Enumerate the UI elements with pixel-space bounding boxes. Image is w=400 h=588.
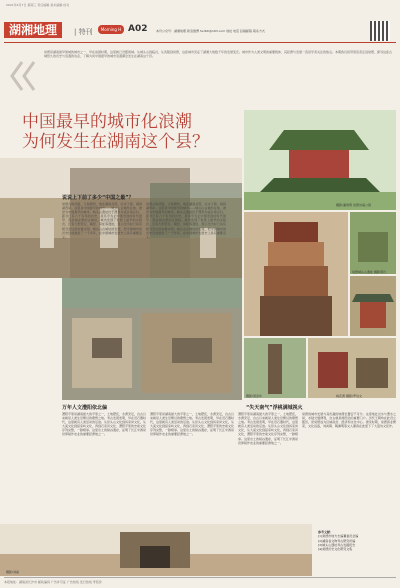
temple-photo	[350, 276, 396, 336]
date-line: 2021年4月7日 星期三 责任编辑 美术编辑 校对	[6, 3, 70, 7]
section1-col2: 常德古称武陵，又称朗州，地处湖南北部，沅水下游，洞庭湖西岸。这里是中国最早的城市——城头山古城所在地，被誉为中国最早的城市。城头山遗址位于澧县车溪乡南岳村，距今已有六千多年的历史，是迄今为止中国发现的时代最早、保存最完整的古城址。城内发现了世界上最早的水稻田，还有大型祭坛、陶窑、房址等遗迹，显示出当时已具有相当发达的农耕文明。城头山古城址的发现，把中国城市的历史往前推进了一千多年，在中国城市发展史上具有重要意义。	[146, 202, 226, 239]
page-footer: 本报地址：湖南省长沙市 邮政编码 广告许可证 广告热线 发行热线 零售价	[4, 577, 396, 584]
qr-code-icon	[370, 21, 390, 41]
section2-col1: 澧阳平原是湖南最大的平原之一，土地肥沃，水源充足，自古以来就是人类生息繁衍的理想之地。考古发现表明，早在旧石器时代，这里就有人类活动的足迹。从彭头山文化到汤家岗文化，从大溪文化到屈家岭文化，再到石家河文化，澧阳平原的史前文化序列完整，一脉相承。这里出土的稻谷遗存，证明了长江中游是世界稻作农业的重要起源地之一。	[62, 412, 146, 437]
reference-item: [2]湖南省文物考古研究所编	[318, 538, 356, 543]
quote-mark-icon	[8, 54, 40, 104]
section1-subhead: 说说上下前了多少“中国之最”？	[62, 195, 134, 201]
section-title: 湖湘地理	[4, 22, 62, 38]
bottom-gate-photo	[0, 524, 312, 576]
headline-line-2: 为何发生在湖南这个县？	[22, 132, 209, 152]
page-header	[4, 12, 396, 43]
ruins-photo	[350, 212, 396, 274]
reference-item: [1]常德市地方志编纂委员会编	[318, 534, 359, 539]
section-subtitle: | 特刊	[74, 28, 93, 36]
lead-paragraph: 常德是湖南最早建城的城市之一，早在战国时期，这里就已设郡建城。从城头山到临沅，从武陵到常德，这座城市见证了湖湘大地数千年的发展变迁。城市作为人类文明的重要载体，其起源与发展一直是学者关注的焦点。本期我们将带领读者走进常德，探寻这座古城悠久的历史与浪漫的诗意，了解为何中国最早的城市浪漫潮会发生在湖南这个县。	[44, 50, 392, 59]
section2-col2: 澧阳平原是湖南最大的平原之一，土地肥沃，水源充足，自古以来就是人类生息繁衍的理想之地。考古发现表明，早在旧石器时代，这里就有人类活动的足迹。从彭头山文化到汤家岗文化，从大溪文化到屈家岭文化，再到石家河文化，澧阳平原的史前文化序列完整，一脉相承。这里出土的稻谷遗存，证明了长江中游是世界稻作农业的重要起源地之一。	[150, 412, 234, 437]
section2-subhead: 万年人文澧阳依北偏	[62, 405, 108, 411]
headline-line-1: 中国最早的城市化浪潮	[22, 112, 192, 132]
newspaper-logo: Morning H	[98, 25, 124, 34]
section1-col1: 常德古称武陵，又称朗州，地处湖南北部，沅水下游，洞庭湖西岸。这里是中国最早的城市——城头山古城所在地，被誉为中国最早的城市。城头山遗址位于澧县车溪乡南岳村，距今已有六千多年的历史，是迄今为止中国发现的时代最早、保存最完整的古城址。城内发现了世界上最早的水稻田，还有大型祭坛、陶窑、房址等遗迹，显示出当时已具有相当发达的农耕文明。城头山古城址的发现，把中国城市的历史往前推进了一千多年，在中国城市发展史上具有重要意义。	[62, 202, 142, 239]
pagoda-caption: 摄影/周金华	[246, 394, 263, 398]
reference-item: [4]常德历史文化研究文集	[318, 547, 353, 552]
ruins-caption: 常德城头山遗址 摄影/陈仁	[352, 270, 387, 274]
bottom-photo-caption: 摄影/刘丽	[6, 570, 20, 574]
section3-text: 常德的城市发展与其优越的地理位置密不可分。这里地处沅水与澧水之间，水陆交通便利，自古就是湘西北的重要门户。历代王朝均在此设立郡县，使常德成为区域政治、经济和文化中心。唐宋时期，常德商业繁荣，文化昌盛，刘禹锡、陶渊明等文人墨客在此留下了大量诗文佳作。	[302, 412, 396, 429]
page-number: A02	[128, 24, 148, 34]
pagoda-photo	[244, 338, 306, 398]
tower-photo	[244, 212, 348, 336]
pavilion-photo	[244, 110, 396, 210]
garden-caption: 桃花源 摄影/罗诗文	[336, 394, 362, 398]
reference-item: [3]城头山遗址考古发掘报告	[318, 542, 356, 547]
section2-col3: 澧阳平原是湖南最大的平原之一，土地肥沃，水源充足，自古以来就是人类生息繁衍的理想之地。考古发现表明，早在旧石器时代，这里就有人类活动的足迹。从彭头山文化到汤家岗文化，从大溪文化到屈家岭文化，再到石家河文化，澧阳平原的史前文化序列完整，一脉相承。这里出土的稻谷遗存，证明了长江中游是世界稻作农业的重要起源地之一。	[238, 412, 298, 445]
aerial-city-photo	[62, 278, 242, 400]
pavilion-caption: 摄影/潘建明 常德诗墙公园	[336, 203, 371, 207]
main-headline	[22, 112, 212, 152]
references-title: 参考文献：	[318, 530, 334, 534]
garden-photo	[308, 338, 396, 398]
section3-subhead: “失天南气”浮桃满城视火	[246, 405, 303, 411]
references	[318, 530, 396, 551]
contact-info: 本刊公众号：湖湘地理 新浪微博 hxdldl@163.com 地址 电话 投稿邮箱 联系方式	[156, 29, 265, 33]
